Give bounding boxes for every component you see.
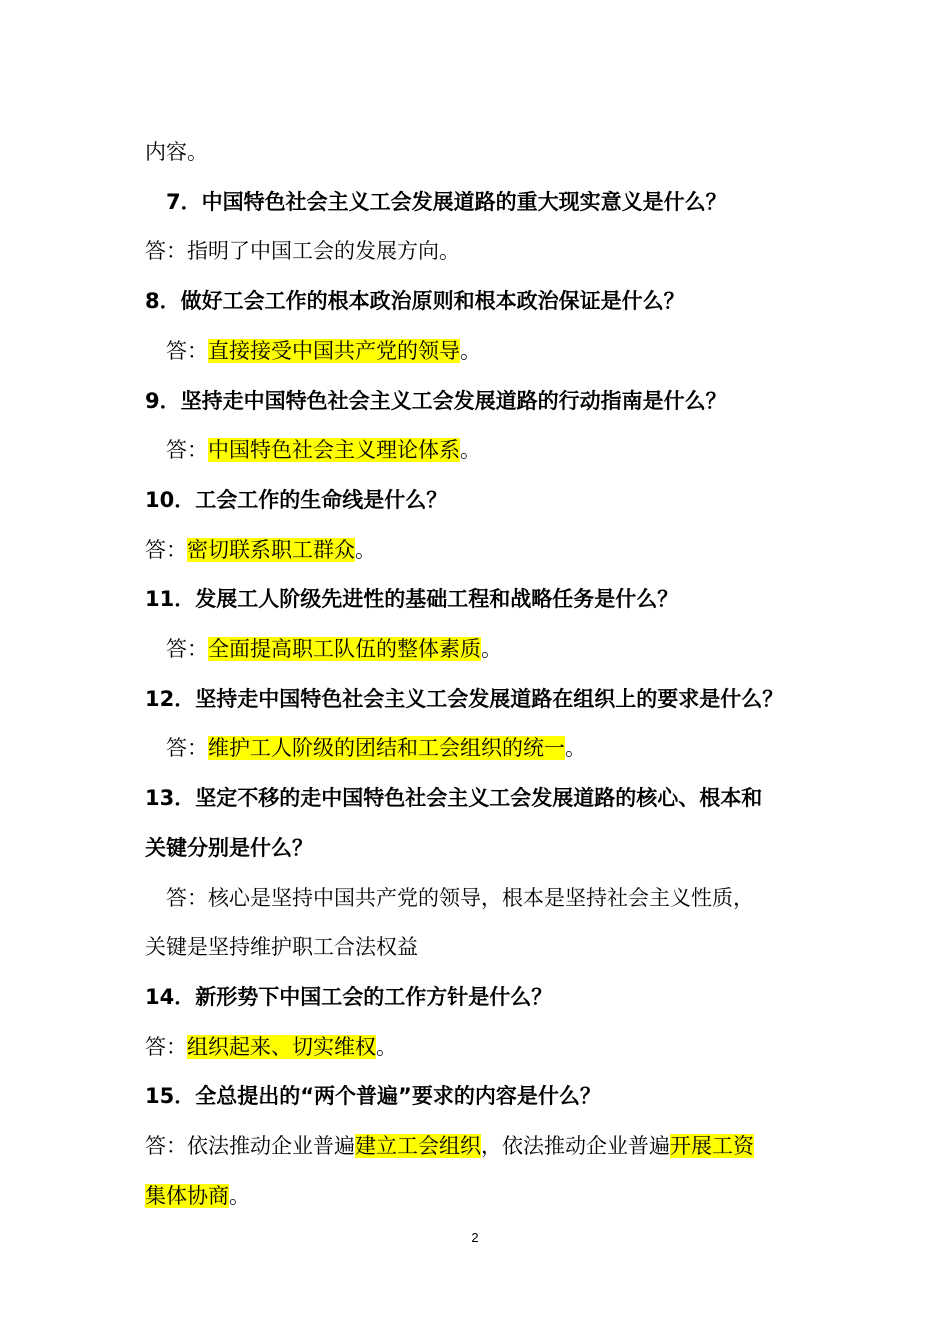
- text-segment: 答：核心是坚持中国共产党的领导，根本是坚持社会主义性质，: [166, 886, 754, 910]
- text-segment: 。: [481, 637, 502, 661]
- text-segment: 7．中国特色社会主义工会发展道路的重大现实意义是什么？: [166, 190, 727, 214]
- highlighted-text: 中国特色社会主义理论体系: [208, 438, 460, 462]
- answer-line: [145, 1131, 754, 1161]
- question-line: [145, 982, 552, 1012]
- highlighted-text: 密切联系职工群众: [187, 538, 355, 562]
- question-line: [166, 187, 727, 217]
- text-segment: 12．坚持走中国特色社会主义工会发展道路在组织上的要求是什么？: [145, 687, 784, 711]
- highlighted-text: 集体协商: [145, 1184, 229, 1208]
- answer-line: [145, 236, 460, 266]
- answer-line: [145, 1181, 250, 1211]
- text-segment: 14．新形势下中国工会的工作方针是什么？: [145, 985, 553, 1009]
- text-segment: 。: [376, 1035, 397, 1059]
- text-segment: 答：: [145, 1035, 187, 1059]
- text-segment: 。: [355, 538, 376, 562]
- text-segment: 内容。: [145, 140, 208, 164]
- answer-line: [166, 336, 481, 366]
- answer-line: [145, 535, 376, 565]
- question-line: [145, 684, 783, 714]
- text-segment: 。: [229, 1184, 250, 1208]
- text-segment: 答：: [166, 438, 208, 462]
- text-segment: 答：: [166, 736, 208, 760]
- text-segment: 。: [565, 736, 586, 760]
- question-line: [145, 783, 762, 813]
- text-segment: 10．工会工作的生命线是什么？: [145, 488, 448, 512]
- text-segment: 13．坚定不移的走中国特色社会主义工会发展道路的核心、根本和: [145, 786, 763, 810]
- question-line: [145, 485, 447, 515]
- text-segment: 。: [460, 438, 481, 462]
- question-line: [145, 1081, 601, 1111]
- highlighted-text: 建立工会组织: [355, 1134, 481, 1158]
- page-number: 2: [471, 1230, 479, 1245]
- answer-line: [145, 932, 418, 962]
- answer-line: [145, 1032, 397, 1062]
- text-segment: 答：: [166, 637, 208, 661]
- highlighted-text: 全面提高职工队伍的整体素质: [208, 637, 481, 661]
- text-segment: 关键分别是什么？: [145, 836, 313, 860]
- question-line: [145, 584, 678, 614]
- text-segment: 。: [460, 339, 481, 363]
- answer-line: [166, 435, 481, 465]
- text-segment: 答：: [166, 339, 208, 363]
- question-line: [145, 833, 313, 863]
- text-segment: 答：依法推动企业普遍: [145, 1134, 355, 1158]
- highlighted-text: 直接接受中国共产党的领导: [208, 339, 460, 363]
- text-segment: 15．全总提出的“两个普遍”要求的内容是什么？: [145, 1084, 601, 1108]
- text-segment: 答：: [145, 538, 187, 562]
- answer-line: [166, 634, 502, 664]
- highlighted-text: 组织起来、切实维权: [187, 1035, 376, 1059]
- text-segment: 答：指明了中国工会的发展方向。: [145, 239, 460, 263]
- highlighted-text: 维护工人阶级的团结和工会组织的统一: [208, 736, 565, 760]
- text-segment: 11．发展工人阶级先进性的基础工程和战略任务是什么？: [145, 587, 679, 611]
- answer-line: [166, 733, 586, 763]
- text-segment: 9．坚持走中国特色社会主义工会发展道路的行动指南是什么？: [145, 389, 727, 413]
- answer-line: [145, 137, 208, 167]
- question-line: [145, 386, 727, 416]
- question-line: [145, 286, 685, 316]
- answer-line: [166, 883, 754, 913]
- text-segment: ，依法推动企业普遍: [481, 1134, 670, 1158]
- text-segment: 关键是坚持维护职工合法权益: [145, 935, 418, 959]
- highlighted-text: 开展工资: [670, 1134, 754, 1158]
- text-segment: 8．做好工会工作的根本政治原则和根本政治保证是什么？: [145, 289, 685, 313]
